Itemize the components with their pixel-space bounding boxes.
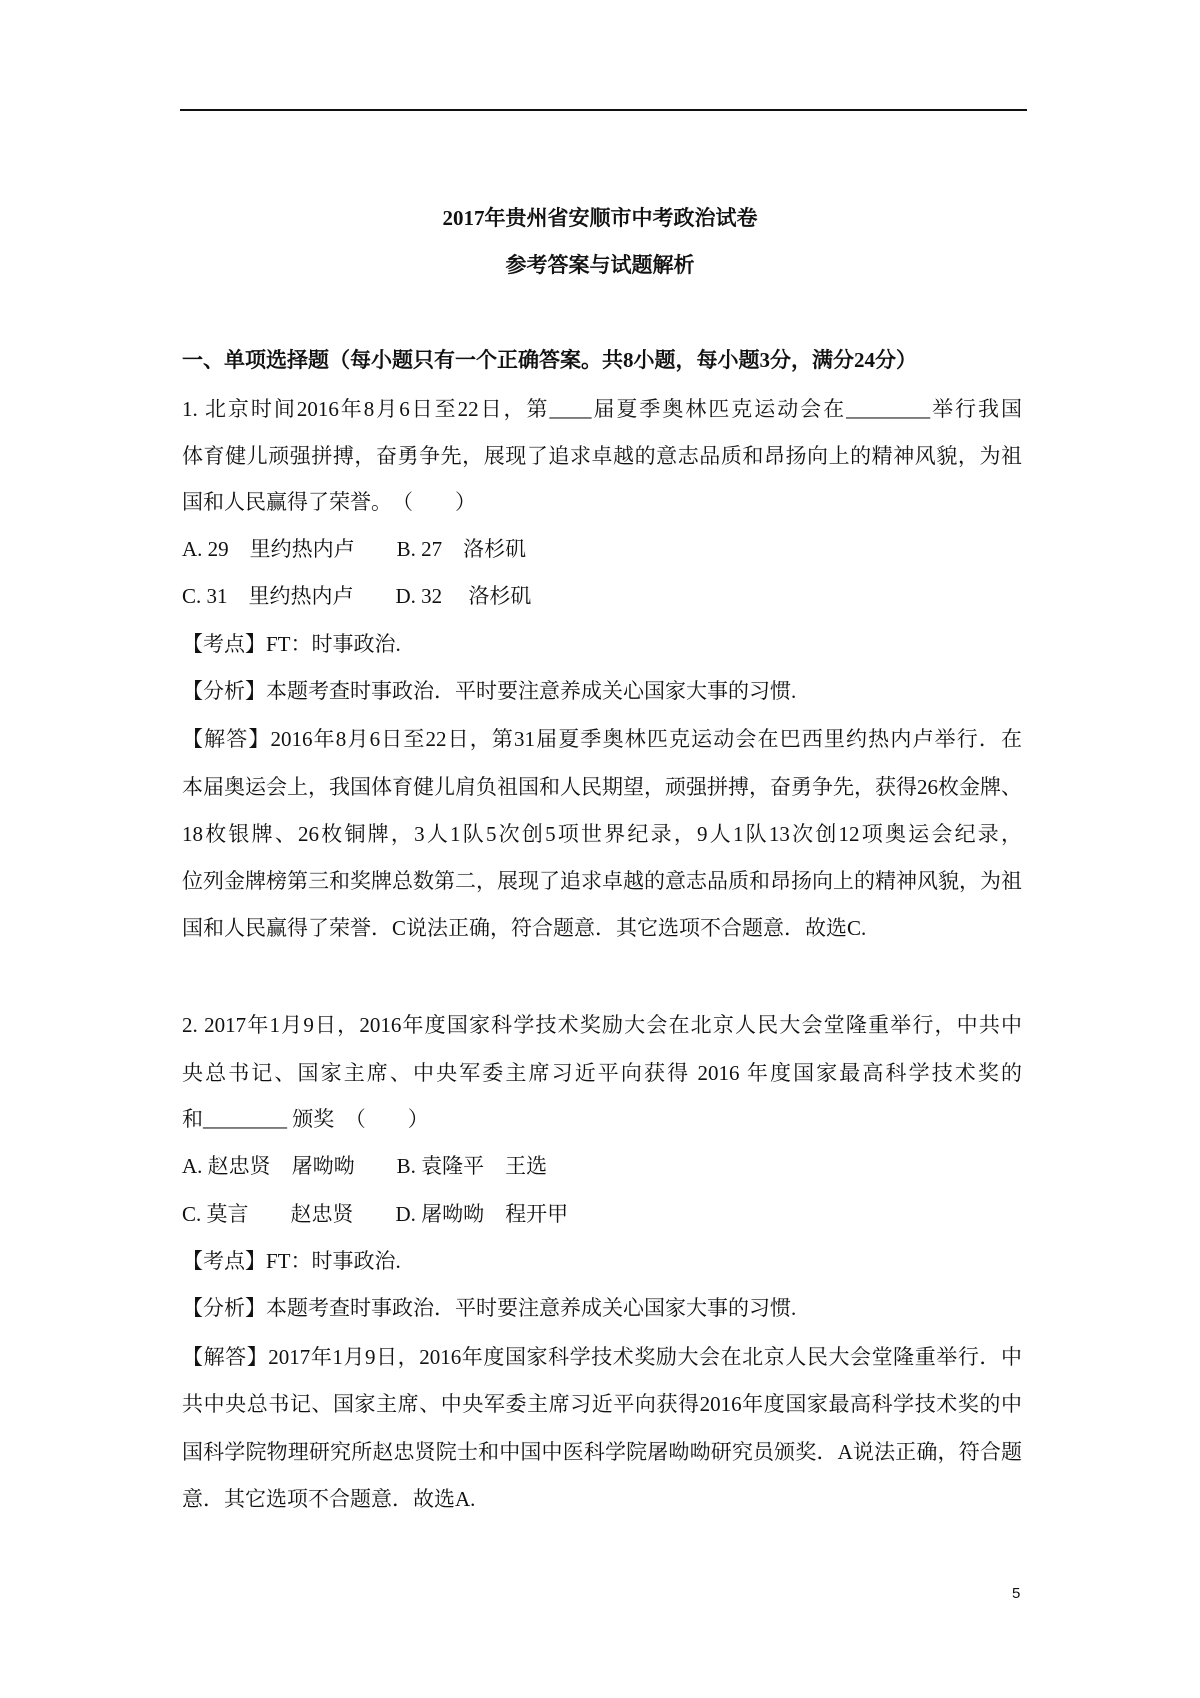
page-title: 2017年贵州省安顺市中考政治试卷 [442, 206, 758, 230]
jieda-line: 国和人民赢得了荣誉．C说法正确，符合题意．其它选项不合题意．故选C. [182, 916, 867, 940]
question-text: 体育健儿顽强拼搏，奋勇争先，展现了追求卓越的意志品质和昂扬向上的精神风貌，为祖 [182, 444, 1022, 468]
jieda-line: 位列金牌榜第三和奖牌总数第二，展现了追求卓越的意志品质和昂扬向上的精神风貌，为祖 [182, 869, 1022, 893]
jieda-line: 【解答】2017年1月9日，2016年度国家科学技术奖励大会在北京人民大会堂隆重举行．中 [182, 1345, 1022, 1369]
section-heading: 一、单项选择题（每小题只有一个正确答案。共8小题，每小题3分，满分24分） [182, 348, 917, 372]
options-cd: C. 31 里约热内卢 D. 32 洛杉矶 [182, 584, 532, 608]
jieda-line: 意．其它选项不合题意．故选A. [182, 1487, 476, 1511]
jieda-line: 【解答】2016年8月6日至22日，第31届夏季奥林匹克运动会在巴西里约热内卢举行．在 [182, 727, 1022, 751]
kaodian: 【考点】FT：时事政治. [182, 1249, 401, 1273]
kaodian: 【考点】FT：时事政治. [182, 632, 401, 656]
question-text: 央总书记、国家主席、中央军委主席习近平向获得 2016 年度国家最高科学技术奖的 [182, 1061, 1022, 1085]
options-cd: C. 莫言 赵忠贤 D. 屠呦呦 程开甲 [182, 1202, 569, 1226]
jieda-line: 本届奥运会上，我国体育健儿肩负祖国和人民期望，顽强拼搏，奋勇争先，获得26枚金牌、 [182, 775, 1022, 799]
page-subtitle: 参考答案与试题解析 [505, 253, 695, 277]
header-rule [180, 109, 1027, 111]
jieda-line: 共中央总书记、国家主席、中央军委主席习近平向获得2016年度国家最高科学技术奖的中 [182, 1392, 1022, 1416]
jieda-line: 18枚银牌、26枚铜牌，3人1队5次创5项世界纪录，9人1队13次创12项奥运会纪录， [182, 822, 1022, 846]
question-text: 2. 2017年1月9日，2016年度国家科学技术奖励大会在北京人民大会堂隆重举行，中共中 [182, 1013, 1022, 1037]
question-text: 和________ 颁奖 （ ） [182, 1107, 429, 1131]
page-number: 5 [1012, 1585, 1021, 1602]
options-ab: A. 29 里约热内卢 B. 27 洛杉矶 [182, 537, 527, 561]
fenxi: 【分析】本题考查时事政治．平时要注意养成关心国家大事的习惯. [182, 679, 797, 703]
question-text: 国和人民赢得了荣誉。 （ ） [182, 490, 476, 514]
options-ab: A. 赵忠贤 屠呦呦 B. 袁隆平 王选 [182, 1154, 548, 1178]
jieda-line: 国科学院物理研究所赵忠贤院士和中国中医科学院屠呦呦研究员颁奖．A说法正确，符合题 [182, 1440, 1022, 1464]
question-text: 1. 北京时间2016年8月6日至22日，第____届夏季奥林匹克运动会在________举行我国 [182, 397, 1022, 421]
fenxi: 【分析】本题考查时事政治．平时要注意养成关心国家大事的习惯. [182, 1296, 797, 1320]
